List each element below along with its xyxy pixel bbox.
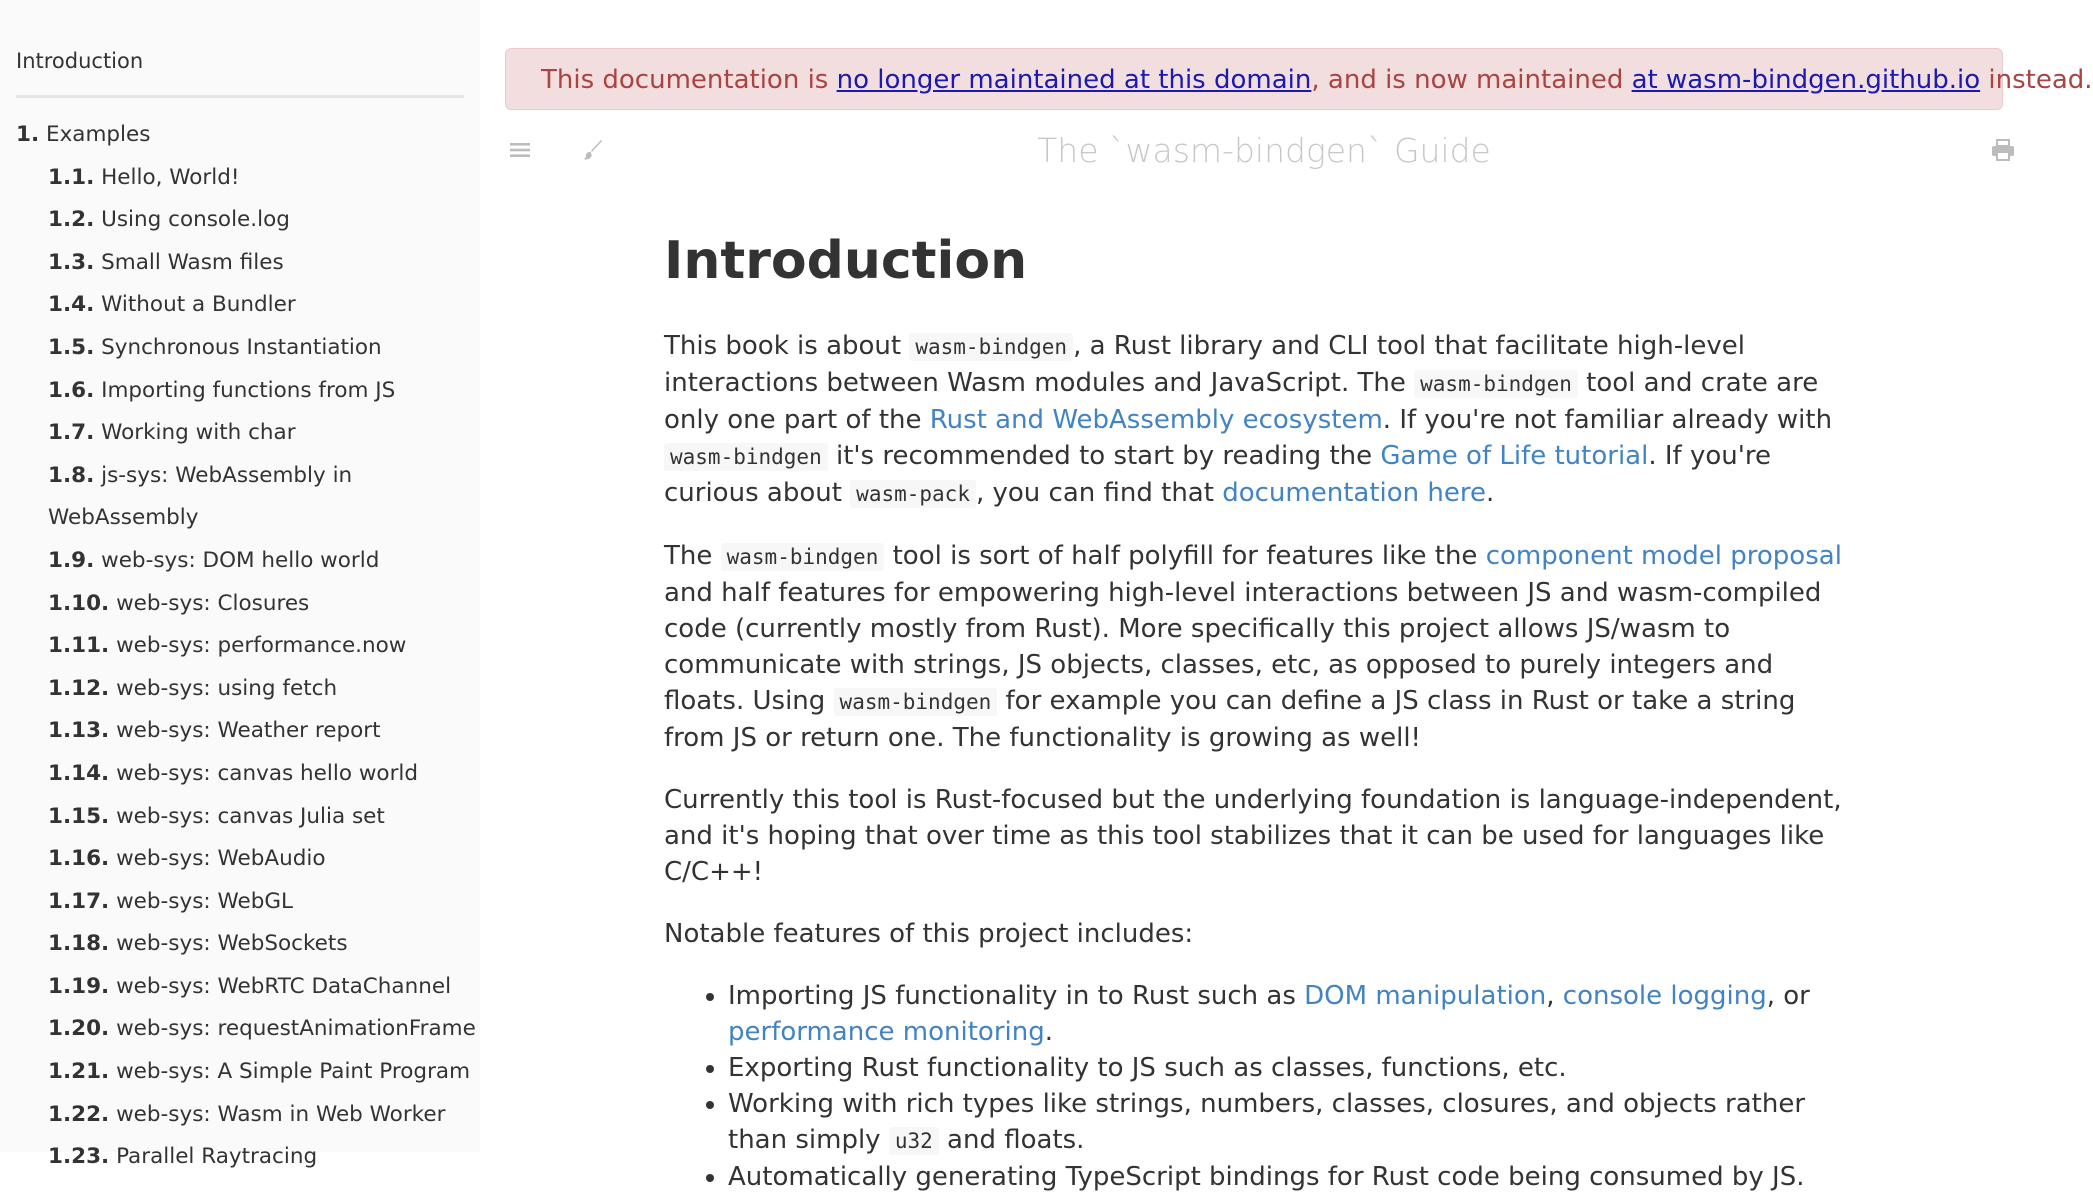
text: The — [664, 541, 721, 571]
sidebar-item-label: js-sys: WebAssembly in WebAssembly — [48, 462, 353, 531]
link-documentation-here[interactable]: documentation here — [1222, 478, 1486, 508]
sidebar-item[interactable] — [16, 157, 464, 200]
main-area — [480, 0, 2093, 1192]
text: for example you can define a JS class in Rust or take a string from JS or return one. The functionality is growing as well! — [664, 686, 1796, 753]
text: . If you're curious about — [664, 441, 1771, 508]
sidebar-item-number: 1.3. — [48, 249, 95, 275]
sidebar-item-introduction[interactable]: Introduction — [16, 49, 144, 73]
sidebar-item-number: 1.7. — [48, 420, 95, 446]
sidebar-item[interactable] — [16, 583, 464, 626]
text: . — [1485, 478, 1495, 508]
sidebar-divider — [16, 95, 464, 98]
sidebar-item-number: 1.14. — [48, 760, 110, 786]
sidebar-item-number: 1.16. — [48, 846, 110, 872]
sidebar-item-number: 1.20. — [48, 1016, 110, 1042]
code-wasm-bindgen: wasm-bindgen — [909, 333, 1073, 361]
sidebar-chapter-label: Examples — [45, 122, 151, 147]
code-u32: u32 — [889, 1127, 939, 1155]
sidebar-item-label: web-sys: WebRTC DataChannel — [116, 973, 452, 999]
sidebar-item-label: web-sys: WebSockets — [116, 931, 348, 957]
sidebar-item-number: 1.18. — [48, 931, 110, 957]
sidebar-item-number: 1.19. — [48, 973, 110, 999]
list-item: • Automatically generating TypeScript bindings for Rust code being consumed by JS. — [728, 1159, 1854, 1195]
sidebar-item[interactable] — [16, 1094, 464, 1137]
text: tool and crate are only one part of the — [664, 368, 1819, 435]
sidebar-item-label: Parallel Raytracing — [116, 1144, 318, 1170]
paragraph-intro — [664, 328, 1854, 512]
sidebar-item-label: web-sys: DOM hello world — [101, 547, 380, 573]
sidebar-item[interactable] — [16, 753, 464, 796]
sidebar-item-number: 1.15. — [48, 803, 110, 829]
sidebar-item[interactable] — [16, 966, 464, 1009]
sidebar-item[interactable] — [16, 838, 464, 881]
sidebar-item[interactable] — [16, 1136, 464, 1179]
sidebar-item-number: 1.12. — [48, 675, 110, 701]
sidebar-list — [16, 157, 476, 1179]
text: it's recommended to start by reading the — [827, 441, 1381, 471]
sidebar-item-label: web-sys: WebGL — [116, 888, 293, 914]
text: Importing JS functionality in to Rust such as — [728, 981, 1305, 1011]
sidebar-item[interactable] — [16, 1008, 476, 1051]
content — [664, 222, 1854, 1195]
sidebar-item[interactable] — [16, 540, 464, 583]
sidebar-item[interactable] — [16, 370, 464, 413]
text: . — [1044, 1017, 1053, 1047]
text: Working with rich types like strings, numbers, classes, closures, and objects rather than simply — [728, 1089, 1806, 1155]
sidebar-item-label: Small Wasm files — [101, 249, 284, 275]
link-component-model-proposal[interactable]: component model proposal — [1485, 541, 1842, 571]
banner-link-old-domain[interactable]: no longer maintained at this domain — [836, 65, 1312, 95]
sidebar-item-number: 1.11. — [48, 633, 110, 659]
sidebar-item[interactable] — [16, 796, 464, 839]
page-title: Introduction — [664, 231, 1028, 291]
text: tool is sort of half polyfill for features like the — [884, 541, 1486, 571]
sidebar-item-number: 1.17. — [48, 888, 110, 914]
sidebar-chapter-examples[interactable] — [16, 114, 464, 157]
code-wasm-bindgen: wasm-bindgen — [664, 443, 828, 471]
link-dom-manipulation[interactable]: DOM manipulation — [1304, 981, 1547, 1011]
code-wasm-bindgen: wasm-bindgen — [834, 688, 998, 716]
sidebar-item-number: 1.10. — [48, 590, 110, 616]
text: , or — [1766, 981, 1810, 1011]
sidebar-item-number: 1.23. — [48, 1144, 110, 1170]
text: . If you're not familiar already with — [1382, 405, 1833, 435]
sidebar-item-label: Working with char — [101, 420, 296, 446]
sidebar-item[interactable] — [16, 327, 464, 370]
sidebar-item[interactable] — [16, 625, 464, 668]
deprecation-banner — [505, 48, 2093, 110]
paragraph-rust-focused: Currently this tool is Rust-focused but the underlying foundation is language-independent, and it's hoping that over time as this tool stabilizes that it can be used for languages like C/C++! — [664, 785, 1842, 887]
sidebar-item-label: web-sys: Closures — [116, 590, 310, 616]
sidebar-item-label: Without a Bundler — [101, 292, 296, 318]
sidebar-item-number: 1.4. — [48, 292, 95, 318]
sidebar-item-number: 1.6. — [48, 377, 95, 403]
sidebar-item[interactable] — [16, 412, 464, 455]
sidebar-item[interactable] — [16, 668, 464, 711]
sidebar-item-label: web-sys: performance.now — [116, 633, 407, 659]
sidebar-item[interactable] — [16, 1051, 471, 1094]
sidebar-item[interactable] — [16, 881, 464, 924]
list-item — [728, 978, 1854, 1050]
banner-text-3: instead. — [1980, 65, 2093, 95]
book-title: The `wasm-bindgen` Guide — [1037, 131, 1491, 170]
sidebar-item-number: 1.22. — [48, 1101, 110, 1127]
sidebar — [0, 0, 480, 1170]
sidebar-item[interactable] — [16, 242, 464, 285]
text: , you can find that — [975, 478, 1223, 508]
paragraph-features-intro: Notable features of this project includes: — [664, 919, 1194, 949]
text: , — [1546, 981, 1563, 1011]
sidebar-item-number: 1.21. — [48, 1059, 110, 1085]
sidebar-item[interactable] — [16, 199, 464, 242]
sidebar-item-label: web-sys: Weather report — [116, 718, 381, 744]
sidebar-item-label: Using console.log — [101, 207, 290, 233]
printer-icon-svg — [1991, 139, 2015, 161]
sidebar-item-number: 1.8. — [48, 462, 95, 488]
code-wasm-bindgen: wasm-bindgen — [1414, 370, 1578, 398]
sidebar-chapter-number: 1. — [16, 122, 40, 147]
sidebar-item-label: web-sys: requestAnimationFrame — [116, 1016, 476, 1042]
banner-text-1: This documentation is — [541, 65, 837, 95]
sidebar-item[interactable] — [16, 710, 464, 753]
link-game-of-life-tutorial[interactable]: Game of Life tutorial — [1380, 441, 1649, 471]
sidebar-item[interactable] — [16, 923, 464, 966]
sidebar-item-number: 1.9. — [48, 547, 95, 573]
sidebar-item-label: web-sys: using fetch — [116, 675, 338, 701]
sidebar-item-number: 1.1. — [48, 164, 95, 190]
link-performance-monitoring[interactable]: performance monitoring — [728, 1017, 1045, 1047]
banner-link-new-domain[interactable]: at wasm-bindgen.github.io — [1631, 65, 1981, 95]
sidebar-item-number: 1.13. — [48, 718, 110, 744]
text: and floats. — [938, 1125, 1085, 1155]
link-console-logging[interactable]: console logging — [1562, 981, 1767, 1011]
sidebar-item-number: 1.2. — [48, 207, 95, 233]
sidebar-item-number: 1.5. — [48, 334, 95, 360]
sidebar-item[interactable] — [16, 455, 428, 540]
sidebar-item-label: web-sys: Wasm in Web Worker — [116, 1101, 446, 1127]
link-rust-wasm-ecosystem[interactable]: Rust and WebAssembly ecosystem — [929, 405, 1383, 435]
sidebar-item-label: web-sys: WebAudio — [116, 846, 326, 872]
sidebar-item-label: Hello, World! — [101, 164, 240, 190]
sidebar-item[interactable] — [16, 284, 464, 327]
text: This book is about — [664, 331, 910, 361]
list-item — [728, 1086, 1854, 1159]
sidebar-item-label: web-sys: A Simple Paint Program — [116, 1059, 471, 1085]
banner-text-2: , and is now maintained — [1311, 65, 1632, 95]
printer-icon[interactable] — [1990, 139, 2016, 165]
sidebar-toc — [0, 0, 480, 1179]
sidebar-item-label: web-sys: canvas Julia set — [116, 803, 385, 829]
code-wasm-pack: wasm-pack — [850, 480, 976, 508]
menu-bar — [480, 122, 2048, 182]
sidebar-item-label: Importing functions from JS — [101, 377, 396, 403]
text: , a Rust library and CLI tool that facilitate high-level interactions between Wasm modules and JavaScript. The — [664, 331, 1745, 398]
feature-list — [664, 978, 1854, 1195]
list-item: • Exporting Rust functionality to JS such as classes, functions, etc. — [728, 1050, 1854, 1086]
code-wasm-bindgen: wasm-bindgen — [721, 543, 885, 571]
text: and half features for empowering high-level interactions between JS and wasm-compiled code (currently mostly from Rust). More specifically this project allows JS/wasm to communicate with strings, JS objects, classes, etc, as opposed to purely integers and floats. Using — [664, 578, 1822, 716]
sidebar-item-label: web-sys: canvas hello world — [116, 760, 419, 786]
sidebar-item-label: Synchronous Instantiation — [101, 334, 382, 360]
paragraph-polyfill — [664, 538, 1854, 756]
